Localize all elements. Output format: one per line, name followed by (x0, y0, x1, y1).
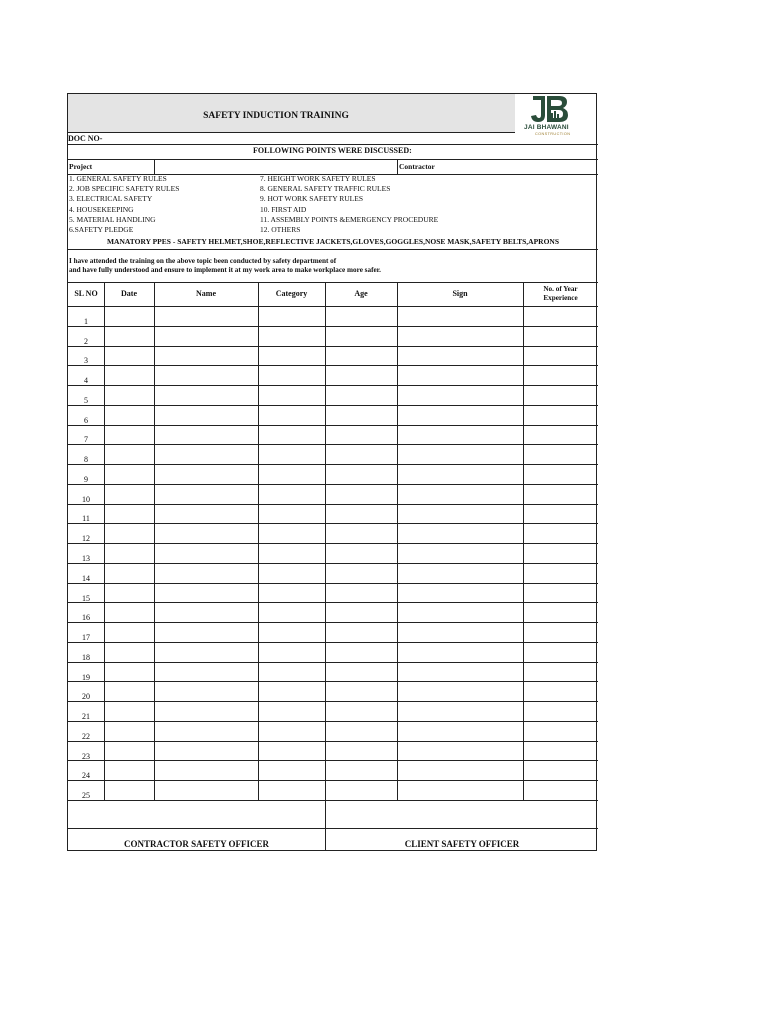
table-row (68, 563, 598, 583)
row-number: 4 (84, 376, 88, 386)
table-row (68, 583, 598, 603)
category-cell[interactable] (258, 741, 325, 761)
name-cell[interactable] (154, 622, 258, 642)
table-row (68, 760, 598, 780)
category-cell[interactable] (258, 523, 325, 543)
sign-cell[interactable] (397, 464, 523, 484)
column-divider (258, 282, 259, 800)
date-cell[interactable] (104, 602, 154, 622)
topic-item: 3. ELECTRICAL SAFETY (69, 194, 153, 204)
header-experience-line: No. of Year (543, 285, 578, 293)
sign-cell[interactable] (397, 385, 523, 405)
table-row (68, 326, 598, 346)
age-cell[interactable] (325, 780, 397, 800)
category-cell[interactable] (258, 701, 325, 721)
experience-cell[interactable] (523, 306, 598, 326)
sign-cell[interactable] (397, 346, 523, 366)
category-cell[interactable] (258, 385, 325, 405)
table-row (68, 464, 598, 484)
topic-item: 5. MATERIAL HANDLING (69, 214, 156, 224)
age-cell[interactable] (325, 444, 397, 464)
age-cell[interactable] (325, 662, 397, 682)
row-number: 21 (82, 712, 90, 722)
date-cell[interactable] (104, 741, 154, 761)
name-cell[interactable] (154, 504, 258, 524)
experience-cell[interactable] (523, 642, 598, 662)
date-cell[interactable] (104, 365, 154, 385)
divider (68, 249, 598, 250)
date-cell[interactable] (104, 484, 154, 504)
age-cell[interactable] (325, 346, 397, 366)
topic-item: 10. FIRST AID (260, 204, 307, 214)
sign-cell[interactable] (397, 563, 523, 583)
column-divider (154, 282, 155, 800)
sign-cell[interactable] (397, 405, 523, 425)
sign-cell[interactable] (397, 780, 523, 800)
logo-tagline: CONSTRUCTION (535, 132, 571, 136)
age-cell[interactable] (325, 425, 397, 445)
row-number: 3 (84, 356, 88, 366)
name-cell[interactable] (154, 681, 258, 701)
date-cell[interactable] (104, 543, 154, 563)
row-number: 19 (82, 672, 90, 682)
sign-cell[interactable] (397, 721, 523, 741)
row-number: 14 (82, 573, 90, 583)
sign-cell[interactable] (397, 760, 523, 780)
topic-item: 4. HOUSEKEEPING (69, 204, 134, 214)
header-sign: Sign (452, 289, 468, 298)
name-cell[interactable] (154, 425, 258, 445)
name-cell[interactable] (154, 484, 258, 504)
date-cell[interactable] (104, 563, 154, 583)
row-number: 8 (84, 455, 88, 465)
table-row (68, 444, 598, 464)
sign-cell[interactable] (397, 523, 523, 543)
category-cell[interactable] (258, 484, 325, 504)
category-cell[interactable] (258, 543, 325, 563)
topic-item: 6.SAFETY PLEDGE (69, 225, 134, 235)
experience-cell[interactable] (523, 543, 598, 563)
name-cell[interactable] (154, 741, 258, 761)
row-number: 10 (82, 494, 90, 504)
sign-cell[interactable] (397, 602, 523, 622)
category-cell[interactable] (258, 622, 325, 642)
topic-item: 12. OTHERS (260, 225, 301, 235)
experience-cell[interactable] (523, 741, 598, 761)
age-cell[interactable] (325, 365, 397, 385)
table-row (68, 504, 598, 524)
row-number: 16 (82, 613, 90, 623)
date-cell[interactable] (104, 326, 154, 346)
table-row (68, 602, 598, 622)
row-number: 23 (82, 751, 90, 761)
header-experience-line: Experience (543, 294, 578, 302)
row-number: 18 (82, 652, 90, 662)
age-cell[interactable] (325, 405, 397, 425)
contractor-safety-officer-label: CONTRACTOR SAFETY OFFICER (123, 839, 269, 849)
row-number: 24 (82, 771, 90, 781)
header-date: Date (121, 289, 137, 298)
logo-company-name: JAI BHAWANI (524, 124, 569, 131)
age-cell[interactable] (325, 484, 397, 504)
age-cell[interactable] (325, 701, 397, 721)
name-cell[interactable] (154, 563, 258, 583)
row-number: 9 (84, 474, 88, 484)
category-cell[interactable] (258, 583, 325, 603)
table-row (68, 642, 598, 662)
topic-item: 8. GENERAL SAFETY TRAFFIC RULES (260, 184, 391, 194)
column-divider (523, 282, 524, 800)
experience-cell[interactable] (523, 523, 598, 543)
name-cell[interactable] (154, 701, 258, 721)
header-experience (523, 285, 598, 303)
contractor-signature-field[interactable] (68, 800, 325, 828)
sign-cell[interactable] (397, 444, 523, 464)
table-row (68, 346, 598, 366)
experience-cell[interactable] (523, 583, 598, 603)
contractor-label: Contractor (399, 162, 435, 171)
topics-list-right (260, 174, 438, 235)
experience-cell[interactable] (523, 721, 598, 741)
points-heading: FOLLOWING POINTS WERE DISCUSSED: (253, 146, 412, 155)
sign-cell[interactable] (397, 662, 523, 682)
name-cell[interactable] (154, 385, 258, 405)
experience-cell[interactable] (523, 484, 598, 504)
table-row (68, 523, 598, 543)
date-cell[interactable] (104, 780, 154, 800)
name-cell[interactable] (154, 306, 258, 326)
name-cell[interactable] (154, 721, 258, 741)
experience-cell[interactable] (523, 504, 598, 524)
safety-induction-form (67, 93, 597, 851)
mandatory-ppes: MANATORY PPES - SAFETY HELMET,SHOE,REFLECTIVE JACKETS,GLOVES,GOGGLES,NOSE MASK,SAFETY BELTS,APRONS (106, 237, 560, 246)
category-cell[interactable] (258, 365, 325, 385)
category-cell[interactable] (258, 326, 325, 346)
row-number: 15 (82, 593, 90, 603)
name-cell[interactable] (154, 543, 258, 563)
name-cell[interactable] (154, 780, 258, 800)
experience-cell[interactable] (523, 365, 598, 385)
doc-no-label: DOC NO- (68, 134, 103, 143)
name-cell[interactable] (154, 464, 258, 484)
table-row (68, 385, 598, 405)
date-cell[interactable] (104, 760, 154, 780)
category-cell[interactable] (258, 681, 325, 701)
row-number: 22 (82, 731, 90, 741)
row-number: 11 (82, 514, 90, 524)
age-cell[interactable] (325, 681, 397, 701)
experience-cell[interactable] (523, 622, 598, 642)
age-cell[interactable] (325, 543, 397, 563)
name-cell[interactable] (154, 346, 258, 366)
name-cell[interactable] (154, 602, 258, 622)
age-cell[interactable] (325, 721, 397, 741)
experience-cell[interactable] (523, 326, 598, 346)
topics-list-left (69, 174, 179, 235)
sign-cell[interactable] (397, 583, 523, 603)
category-cell[interactable] (258, 780, 325, 800)
age-cell[interactable] (325, 563, 397, 583)
row-number: 17 (82, 633, 90, 643)
age-cell[interactable] (325, 741, 397, 761)
table-row (68, 484, 598, 504)
sign-cell[interactable] (397, 306, 523, 326)
row-number: 25 (82, 791, 90, 801)
divider (68, 282, 598, 283)
company-logo (515, 94, 596, 146)
jb-logo-icon (529, 94, 571, 124)
experience-cell[interactable] (523, 701, 598, 721)
table-row (68, 306, 598, 326)
row-number: 20 (82, 692, 90, 702)
table-row (68, 780, 598, 800)
row-number: 1 (84, 316, 88, 326)
age-cell[interactable] (325, 306, 397, 326)
table-row (68, 681, 598, 701)
experience-cell[interactable] (523, 662, 598, 682)
date-cell[interactable] (104, 405, 154, 425)
table-row (68, 425, 598, 445)
topic-item: 7. HEIGHT WORK SAFETY RULES (260, 174, 376, 183)
age-cell[interactable] (325, 385, 397, 405)
date-cell[interactable] (104, 346, 154, 366)
table-row (68, 701, 598, 721)
experience-cell[interactable] (523, 444, 598, 464)
date-cell[interactable] (104, 444, 154, 464)
date-cell[interactable] (104, 425, 154, 445)
date-cell[interactable] (104, 701, 154, 721)
experience-cell[interactable] (523, 464, 598, 484)
table-row (68, 543, 598, 563)
row-number: 2 (84, 336, 88, 346)
column-divider (325, 282, 326, 851)
topic-item: 9. HOT WORK SAFETY RULES (260, 194, 363, 204)
category-cell[interactable] (258, 602, 325, 622)
form-title: SAFETY INDUCTION TRAINING (203, 111, 349, 121)
date-cell[interactable] (104, 385, 154, 405)
sign-cell[interactable] (397, 701, 523, 721)
name-cell[interactable] (154, 326, 258, 346)
experience-cell[interactable] (523, 346, 598, 366)
name-cell[interactable] (154, 662, 258, 682)
age-cell[interactable] (325, 760, 397, 780)
table-row (68, 622, 598, 642)
category-cell[interactable] (258, 563, 325, 583)
sign-cell[interactable] (397, 365, 523, 385)
category-cell[interactable] (258, 464, 325, 484)
experience-cell[interactable] (523, 385, 598, 405)
row-number: 7 (84, 435, 88, 445)
experience-cell[interactable] (523, 760, 598, 780)
table-row (68, 741, 598, 761)
divider (397, 159, 398, 174)
age-cell[interactable] (325, 642, 397, 662)
category-cell[interactable] (258, 425, 325, 445)
age-cell[interactable] (325, 326, 397, 346)
name-cell[interactable] (154, 405, 258, 425)
date-cell[interactable] (104, 642, 154, 662)
topic-item: 1. GENERAL SAFETY RULES (69, 174, 167, 183)
age-cell[interactable] (325, 602, 397, 622)
header-age: Age (354, 289, 368, 298)
row-number: 5 (84, 395, 88, 405)
date-cell[interactable] (104, 306, 154, 326)
date-cell[interactable] (104, 721, 154, 741)
category-cell[interactable] (258, 306, 325, 326)
date-cell[interactable] (104, 583, 154, 603)
declaration-text (69, 257, 381, 274)
topic-item: 11. ASSEMBLY POINTS &EMERGENCY PROCEDURE (260, 214, 439, 224)
name-cell[interactable] (154, 642, 258, 662)
name-cell[interactable] (154, 365, 258, 385)
sign-cell[interactable] (397, 504, 523, 524)
date-cell[interactable] (104, 622, 154, 642)
divider (68, 132, 515, 133)
sign-cell[interactable] (397, 543, 523, 563)
experience-cell[interactable] (523, 425, 598, 445)
category-cell[interactable] (258, 642, 325, 662)
date-cell[interactable] (104, 523, 154, 543)
divider (68, 144, 598, 145)
row-number: 12 (82, 534, 90, 544)
age-cell[interactable] (325, 504, 397, 524)
table-row (68, 662, 598, 682)
column-divider (397, 282, 398, 800)
experience-cell[interactable] (523, 405, 598, 425)
sign-cell[interactable] (397, 642, 523, 662)
sign-cell[interactable] (397, 741, 523, 761)
category-cell[interactable] (258, 444, 325, 464)
contractor-field[interactable] (448, 159, 598, 174)
category-cell[interactable] (258, 721, 325, 741)
age-cell[interactable] (325, 523, 397, 543)
experience-cell[interactable] (523, 602, 598, 622)
sign-cell[interactable] (397, 425, 523, 445)
column-divider (104, 282, 105, 800)
header-sl-no: SL NO (74, 289, 98, 298)
category-cell[interactable] (258, 662, 325, 682)
row-number: 6 (84, 415, 88, 425)
experience-cell[interactable] (523, 780, 598, 800)
project-field[interactable] (155, 159, 397, 174)
category-cell[interactable] (258, 346, 325, 366)
experience-cell[interactable] (523, 563, 598, 583)
age-cell[interactable] (325, 464, 397, 484)
name-cell[interactable] (154, 444, 258, 464)
declaration-line: and have fully understood and ensure to implement it at my work area to make workplace more safer. (69, 265, 381, 274)
table-row (68, 365, 598, 385)
client-signature-field[interactable] (326, 800, 598, 828)
project-label: Project (69, 162, 93, 171)
row-number: 13 (82, 553, 90, 563)
table-row (68, 721, 598, 741)
age-cell[interactable] (325, 583, 397, 603)
sign-cell[interactable] (397, 326, 523, 346)
sign-cell[interactable] (397, 622, 523, 642)
divider (68, 828, 598, 829)
age-cell[interactable] (325, 622, 397, 642)
date-cell[interactable] (104, 504, 154, 524)
sign-cell[interactable] (397, 681, 523, 701)
topic-item: 2. JOB SPECIFIC SAFETY RULES (69, 184, 180, 194)
date-cell[interactable] (104, 662, 154, 682)
date-cell[interactable] (104, 681, 154, 701)
client-safety-officer-label: CLIENT SAFETY OFFICER (404, 839, 520, 849)
category-cell[interactable] (258, 405, 325, 425)
experience-cell[interactable] (523, 681, 598, 701)
table-row (68, 405, 598, 425)
header-name: Name (196, 289, 216, 298)
header-category: Category (275, 289, 308, 298)
sign-cell[interactable] (397, 484, 523, 504)
category-cell[interactable] (258, 504, 325, 524)
name-cell[interactable] (154, 583, 258, 603)
name-cell[interactable] (154, 760, 258, 780)
name-cell[interactable] (154, 523, 258, 543)
date-cell[interactable] (104, 464, 154, 484)
declaration-line: I have attended the training on the above topic been conducted by safety department of (69, 257, 337, 265)
category-cell[interactable] (258, 760, 325, 780)
